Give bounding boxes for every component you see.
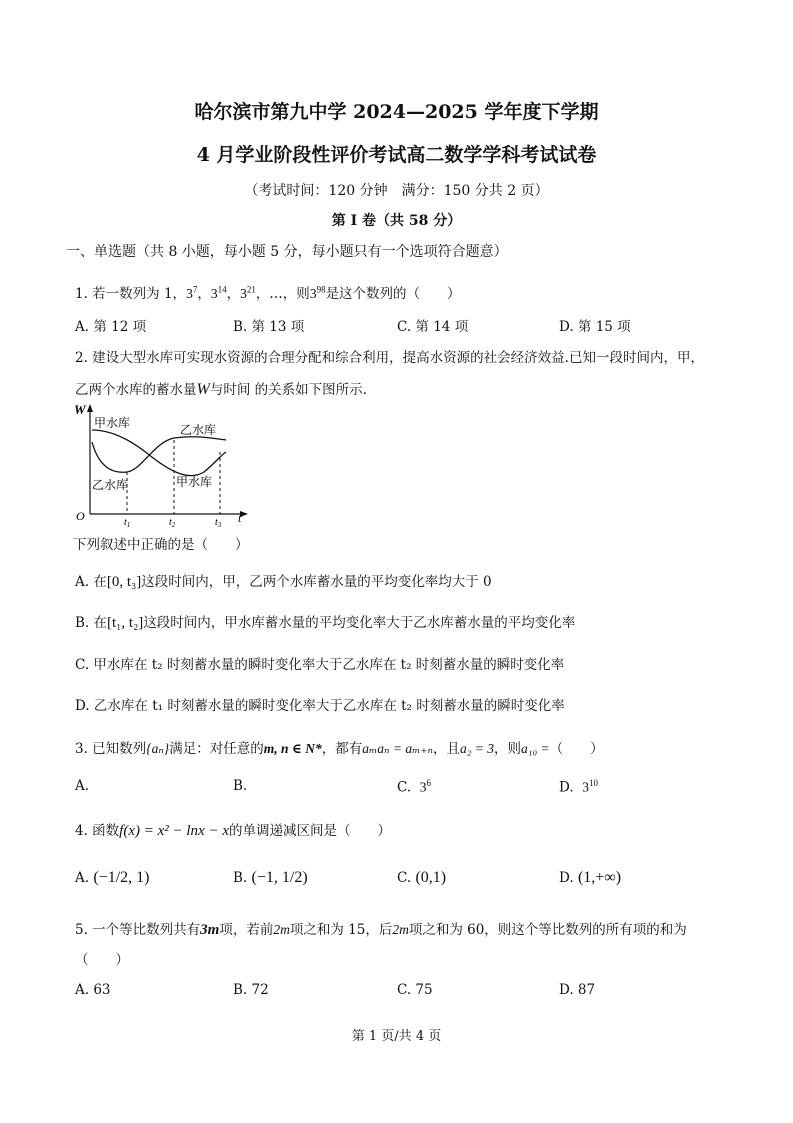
q3-option-d: D. $3^{10}$ [559,778,598,796]
label-yi-top: 乙水库 [180,423,217,437]
q1-prefix: 1. 若一数列为 1， [75,286,187,302]
q2-line2: 乙两个水库的蓄水量W与时间 的关系如下图所示. [75,381,367,398]
q2-prompt: 下列叙述中正确的是（ ） [73,537,249,553]
q5-option-a: A. 63 [75,982,111,998]
origin-label: O [76,509,85,523]
q1-term1: $3^7$ [186,284,198,301]
page-footer: 第 1 页/共 4 页 [351,1029,442,1044]
q4-option-a: A. (−1/2, 1) [75,869,150,886]
q1-option-a: A. 第 12 项 [75,319,147,335]
exam-title-line1: 哈尔滨市第九中学 2024—2025 学年度下学期 [194,101,599,123]
q2-option-a: A. 在[0, t₃]这段时间内，甲，乙两个水库蓄水量的平均变化率均大于 0 [75,574,492,590]
q3-option-c: C. $3^6$ [397,778,431,796]
yi-curve [92,437,226,473]
reservoir-graph [70,402,250,527]
question-4: 4. 函数f(x) = x² − lnx − x的单调递减区间是（ ） [75,823,391,839]
y-axis-label: W [74,402,86,417]
exam-info: （考试时间：120 分钟 满分：150 分共 2 页） [244,183,549,199]
label-yi-bottom: 乙水库 [92,478,129,492]
q3-option-b: B. [233,778,248,794]
exam-title-line2: 4 月学业阶段性评价考试高二数学学科考试试卷 [196,144,597,166]
x-axis-label: t [238,511,242,525]
q2-option-d: D. 乙水库在 t₁ 时刻蓄水量的瞬时变化率大于乙水库在 t₂ 时刻蓄水量的瞬时变化率 [75,698,565,714]
q1-term3: $3^{21}$ [240,284,256,301]
volume-label: 第 I 卷（共 58 分） [331,213,462,229]
q1-option-b: B. 第 13 项 [233,319,305,335]
q1-option-d: D. 第 15 项 [559,319,631,335]
q5-line2: （ ） [75,952,129,968]
q1-term4: $3^{98}$ [309,284,326,301]
q5-option-c: C. 75 [397,982,433,998]
question-1: 1. 若一数列为 1，$3^7$，$3^{14}$，$3^{21}$，…，则$3^{98}$是这个数列的（ ） [75,284,461,302]
q1-term2: $3^{14}$ [210,284,227,301]
tick-t1: $t_1$ [124,517,131,527]
tick-t3: $t_3$ [215,517,222,527]
label-jia-bottom: 甲水库 [176,475,213,489]
q4-option-d: D. (1,+∞) [559,869,622,886]
label-jia-top: 甲水库 [94,416,131,430]
q5-option-d: D. 87 [559,982,596,998]
y-axis-arrow [87,404,93,412]
q5-option-b: B. 72 [233,982,269,998]
q1-option-c: C. 第 14 项 [397,319,469,335]
q1-mid: ，…，则 [255,286,310,302]
q2-line1: 2. 建设大型水库可实现水资源的合理分配和综合利用，提高水资源的社会经济效益.已知一段时间内，甲， [75,350,704,366]
question-3: 3. 已知数列{aₙ}满足：对任意的m, n ∈ N*，都有aₘaₙ = aₘ₊ₙ，且a₂ = 3，则a₁₀ =（ ） [75,741,604,757]
tick-t2: $t_2$ [169,517,176,527]
q2-option-c: C. 甲水库在 t₂ 时刻蓄水量的瞬时变化率大于乙水库在 t₂ 时刻蓄水量的瞬时变化率 [75,657,565,673]
q2-option-b: B. 在[t₁, t₂]这段时间内，甲水库蓄水量的平均变化率大于乙水库蓄水量的平均变化率 [75,615,576,631]
section-heading: 一、单选题（共 8 小题，每小题 5 分，每小题只有一个选项符合题意） [66,244,508,260]
q4-option-b: B. (−1, 1/2) [233,869,308,886]
q1-suffix: 是这个数列的（ ） [325,286,461,302]
q4-option-c: C. (0,1) [397,869,447,886]
q3-option-a: A. [75,778,90,794]
question-5: 5. 一个等比数列共有3m项，若前2m项之和为 15，后2m项之和为 60，则这个等比数列的所有项的和为 [75,922,687,938]
